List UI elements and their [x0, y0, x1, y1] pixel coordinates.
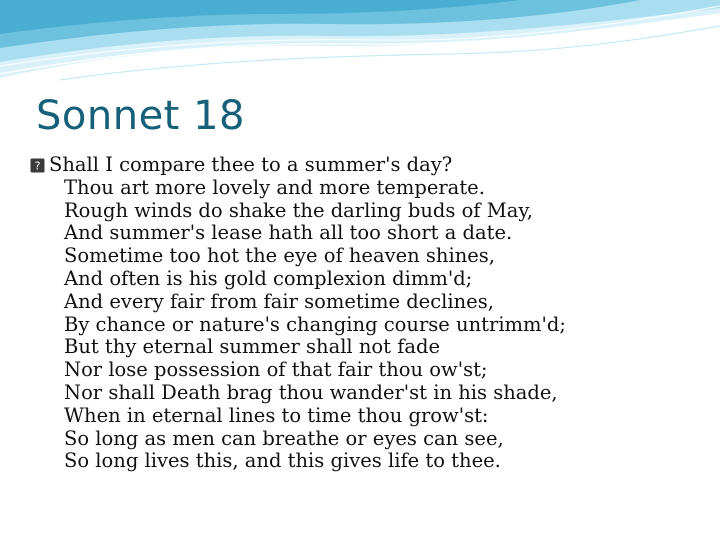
poem-line: So long lives this, and this gives life to thee. [64, 449, 501, 473]
missing-glyph-icon [30, 158, 45, 173]
poem-line: Thou art more lovely and more temperate. [64, 175, 485, 199]
poem-line: But thy eternal summer shall not fade [64, 335, 441, 359]
header-wave-decoration [0, 0, 720, 90]
poem-line: And often is his gold complexion dimm'd; [64, 266, 473, 290]
poem-line: Nor shall Death brag thou wander'st in his shade, [64, 380, 558, 404]
poem-line: And every fair from fair sometime declines, [64, 289, 494, 313]
slide-title: Sonnet 18 [36, 93, 245, 139]
poem-body [30, 154, 700, 473]
poem-line: By chance or nature's changing course untrimm'd; [64, 312, 566, 336]
poem-line: Sometime too hot the eye of heaven shines, [64, 244, 496, 268]
svg-text:?: ? [34, 159, 41, 173]
poem-line: So long as men can breathe or eyes can see, [64, 426, 504, 450]
poem-line: Rough winds do shake the darling buds of May, [64, 198, 533, 222]
poem-line-first [30, 154, 700, 177]
poem-line: When in eternal lines to time thou grow'st: [64, 403, 489, 427]
poem-line: And summer's lease hath all too short a date. [64, 221, 513, 245]
poem-line: Nor lose possession of that fair thou ow'st; [64, 358, 488, 382]
poem-line-text: Shall I compare thee to a summer's day? [49, 153, 453, 176]
